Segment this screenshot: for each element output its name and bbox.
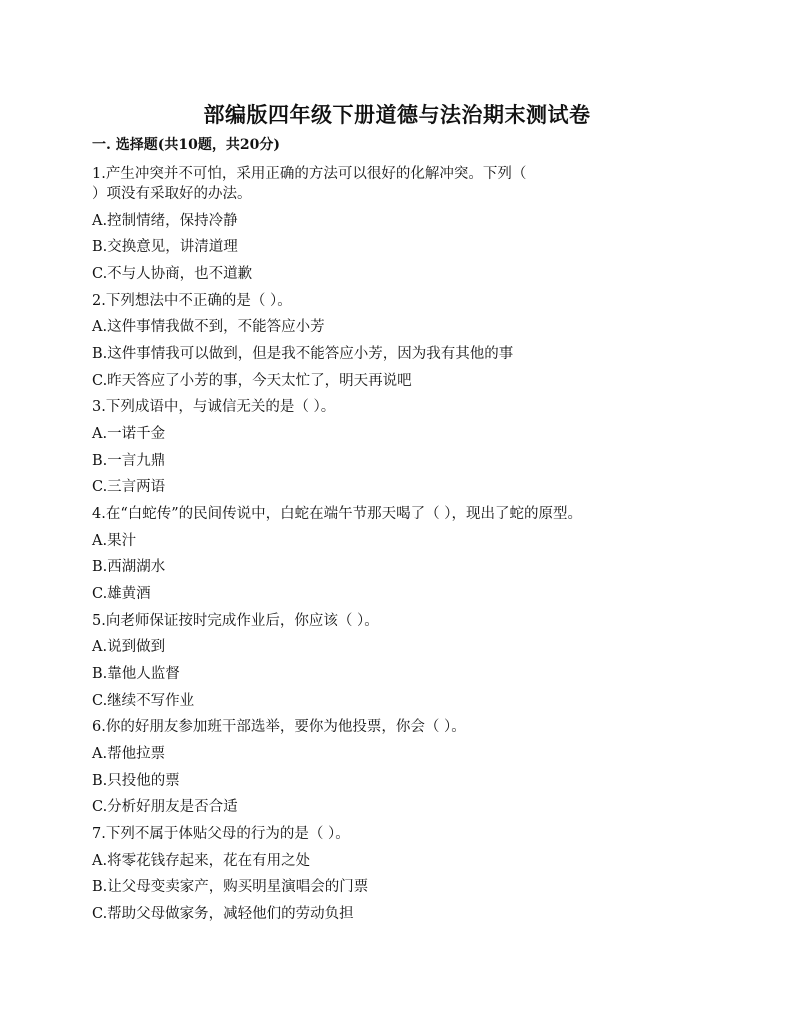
question-4-option-b: B.西湖湖水 xyxy=(92,559,166,575)
question-5-stem: 5.向老师保证按时完成作业后，你应该（ ）。 xyxy=(92,613,379,629)
question-6-stem: 6.你的好朋友参加班干部选举，要你为他投票，你会（ ）。 xyxy=(92,719,466,735)
question-6-option-a: A.帮他拉票 xyxy=(92,746,166,762)
question-3-stem: 3.下列成语中，与诚信无关的是（ ）。 xyxy=(92,399,336,415)
question-5-option-c: C.继续不写作业 xyxy=(92,693,195,709)
question-6-option-c: C.分析好朋友是否合适 xyxy=(92,799,238,815)
question-7-option-b: B.让父母变卖家产，购买明星演唱会的门票 xyxy=(92,879,369,895)
question-1-stem-cont: ）项没有采取好的办法。 xyxy=(92,186,252,202)
question-1-option-b: B.交换意见，讲清道理 xyxy=(92,239,238,255)
question-4-option-c: C.雄黄酒 xyxy=(92,586,151,602)
question-5-option-a: A.说到做到 xyxy=(92,639,166,655)
question-3-option-c: C.三言两语 xyxy=(92,479,166,495)
question-6-option-b: B.只投他的票 xyxy=(92,773,180,789)
question-7-stem: 7.下列不属于体贴父母的行为的是（ ）。 xyxy=(92,826,350,842)
question-4-stem: 4.在“白蛇传”的民间传说中，白蛇在端午节那天喝了（ ），现出了蛇的原型。 xyxy=(92,506,583,522)
question-3-option-a: A.一诺千金 xyxy=(92,426,166,442)
question-1-option-c: C.不与人协商，也不道歉 xyxy=(92,266,253,282)
question-2-option-b: B.这件事情我可以做到，但是我不能答应小芳，因为我有其他的事 xyxy=(92,346,514,362)
question-4-option-a: A.果汁 xyxy=(92,533,137,549)
question-1-stem: 1.产生冲突并不可怕，采用正确的方法可以很好的化解冲突。下列（ xyxy=(92,166,527,182)
question-2-option-a: A.这件事情我做不到，不能答应小芳 xyxy=(92,319,325,335)
question-5-option-b: B.靠他人监督 xyxy=(92,666,180,682)
question-2-stem: 2.下列想法中不正确的是（ ）。 xyxy=(92,293,292,309)
question-1-option-a: A.控制情绪，保持冷静 xyxy=(92,213,238,229)
page-title: 部编版四年级下册道德与法治期末测试卷 xyxy=(203,102,591,127)
question-2-option-c: C.昨天答应了小芳的事，今天太忙了，明天再说吧 xyxy=(92,373,412,389)
question-7-option-a: A.将零花钱存起来，花在有用之处 xyxy=(92,853,311,869)
question-7-option-c: C.帮助父母做家务，减轻他们的劳动负担 xyxy=(92,906,354,922)
question-3-option-b: B.一言九鼎 xyxy=(92,453,166,469)
section-heading: 一. 选择题(共10题，共20分) xyxy=(92,137,280,153)
